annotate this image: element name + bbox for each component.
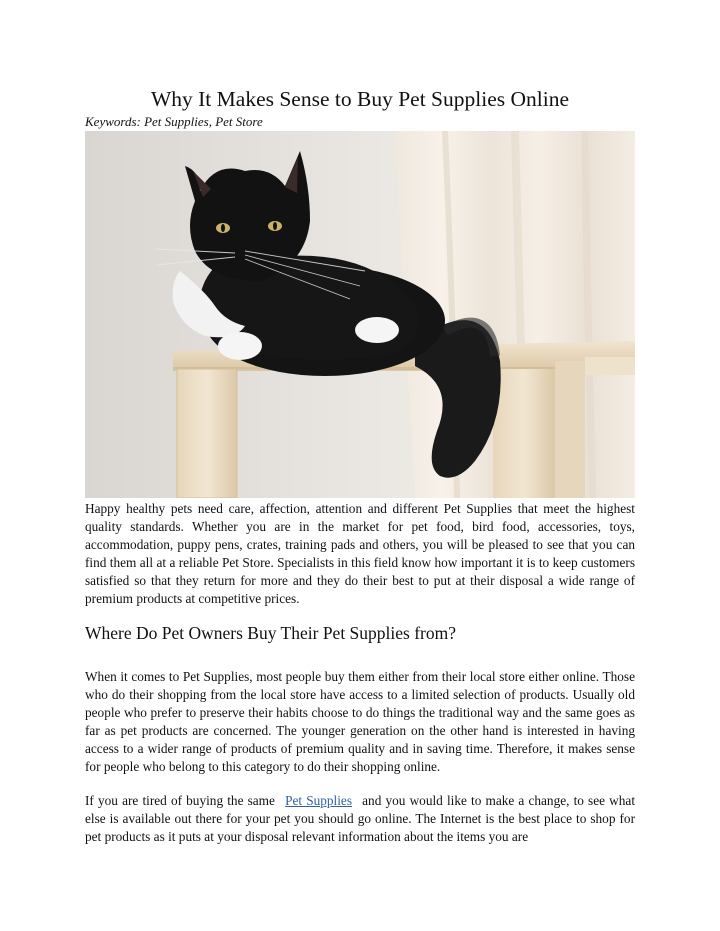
- document-title: Why It Makes Sense to Buy Pet Supplies Online: [150, 87, 570, 111]
- pet-supplies-link[interactable]: Pet Supplies: [285, 793, 353, 808]
- keywords-line: Keywords: Pet Supplies, Pet Store: [85, 114, 263, 129]
- section-heading: Where Do Pet Owners Buy Their Pet Supplies from?: [85, 623, 456, 643]
- cat-photo: [85, 131, 635, 498]
- body-paragraph-2: [85, 792, 635, 846]
- paragraph-text-before-link: If you are tired of buying the same: [85, 793, 275, 808]
- intro-paragraph: Happy healthy pets need care, affection, attention and different Pet Supplies that meet the highest quality standards. Whether you are in the market for pet food, bird food, accessories, toys, accommodation, puppy pens, crates, training pads and others, you will be pleased to see that you can find them all at a reliable Pet Store. Specialists in this field know how important it is to keep customers satisfied so that they return for more and they do their best to put at their disposal a wide range of premium products at competitive prices.: [85, 501, 635, 606]
- body-paragraph-1: When it comes to Pet Supplies, most people buy them either from their local store either online. Those who do their shopping from the local store have access to a limited selection of products. Usually old people who prefer to preserve their habits choose to do things the traditional way and the same goes as far as pet products are concerned. The younger generation on the other hand is interested in having access to a wider range of products of premium quality and in saving time. Therefore, it makes sense for people who belong to this category to do their shopping online.: [85, 669, 635, 774]
- paragraph-text-after-link: and you would like to make a change, to see what else is available out there for your pet you should go online. The Internet is the best place to shop for pet products as it puts at your disposal relevant information about the items you are: [85, 793, 636, 844]
